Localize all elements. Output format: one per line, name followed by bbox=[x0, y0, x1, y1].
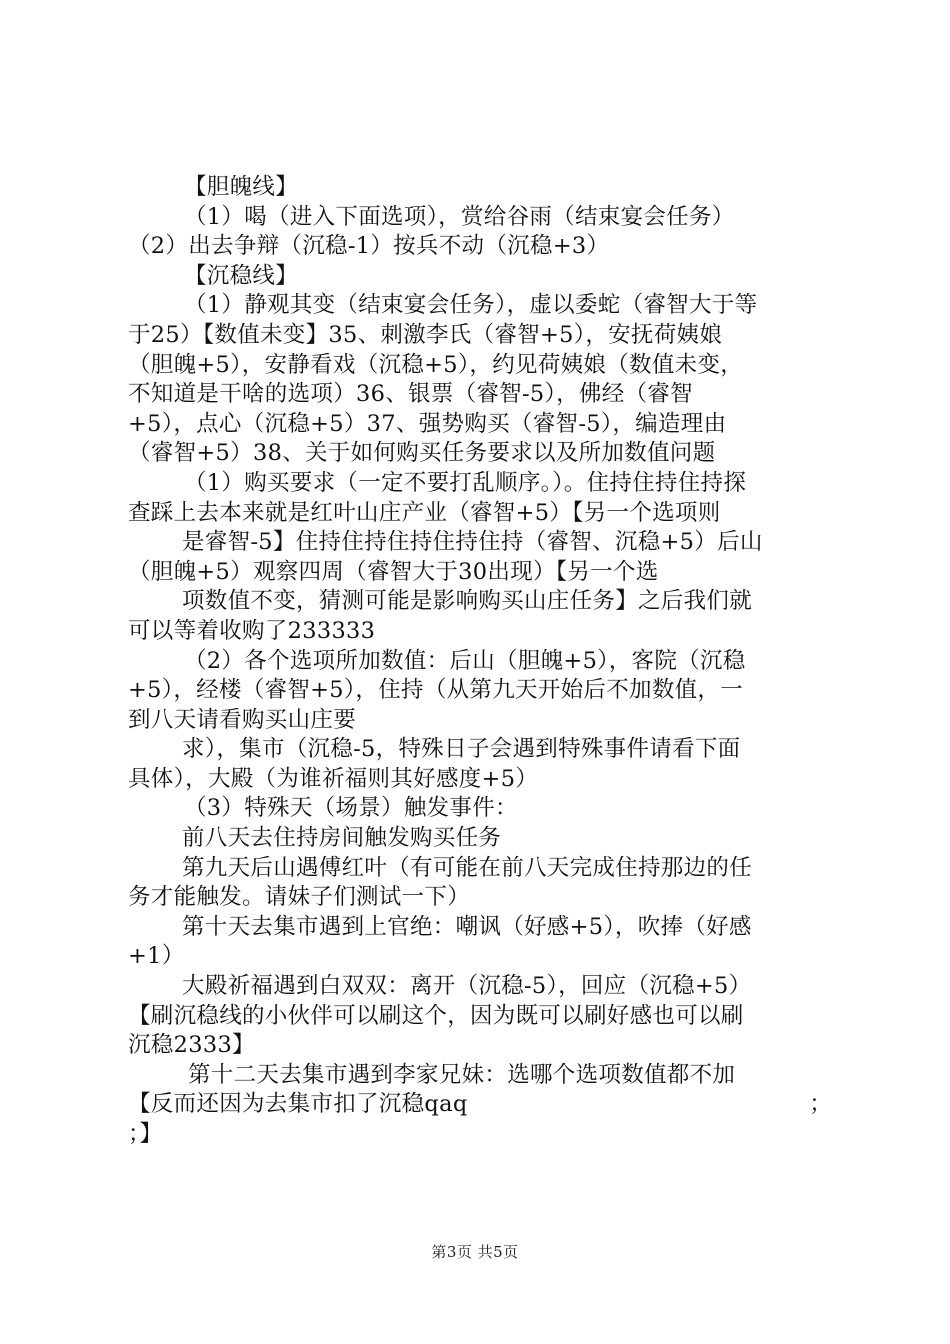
text-line: （1）购买要求（一定不要打乱顺序。）。住持住持住持探 bbox=[184, 469, 747, 496]
text-line: +5），经楼（睿智+5），住持（从第九天开始后不加数值，一 bbox=[128, 677, 744, 704]
text-line: +5），点心（沉稳+5）37、强势购买（睿智-5），编造理由 bbox=[128, 410, 727, 437]
text-line: 是睿智-5】住持住持住持住持住持（睿智、沉稳+5）后山 bbox=[182, 529, 763, 556]
text-line: （胆魄+5），安静看戏（沉稳+5），约见荷姨娘（数值未变， bbox=[128, 351, 744, 378]
text-line: ；】 bbox=[128, 1121, 163, 1147]
text-line: 务才能触发。请妹子们测试一下） bbox=[128, 884, 471, 911]
text-line: 大殿祈福遇到白双双：离开（沉稳-5），回应（沉稳+5） bbox=[182, 973, 752, 1000]
text-line: 前八天去住持房间触发购买任务 bbox=[182, 825, 502, 852]
text-line: 【刷沉稳线的小伙伴可以刷这个，因为既可以刷好感也可以刷 bbox=[128, 1002, 744, 1029]
text-line: 可以等着收购了233333 bbox=[128, 617, 376, 644]
text-line: 不知道是干啥的选项）36、银票（睿智-5），佛经（睿智 bbox=[128, 381, 693, 408]
text-line: 具体），大殿（为谁祈福则其好感度+5） bbox=[128, 765, 539, 792]
text-line: 第九天后山遇傅红叶（有可能在前八天完成住持那边的任 bbox=[182, 854, 753, 881]
text-line: （2）各个选项所加数值：后山（胆魄+5），客院（沉稳 bbox=[184, 647, 746, 674]
text-line-right: ； bbox=[809, 1091, 832, 1118]
text-line: +1） bbox=[128, 943, 185, 970]
text-line: 【胆魄线】 bbox=[184, 174, 299, 200]
text-line: 到八天请看购买山庄要 bbox=[128, 706, 357, 733]
page-footer: 第3页 共5页 bbox=[431, 1243, 519, 1261]
document-body bbox=[128, 173, 832, 1150]
text-line bbox=[128, 1090, 832, 1120]
text-line: （2）出去争辩（沉稳-1）按兵不动（沉稳+3） bbox=[128, 233, 610, 260]
text-line: （胆魄+5）观察四周（睿智大于30出现）【另一个选 bbox=[128, 558, 659, 585]
text-line: 第十二天去集市遇到李家兄妹：选哪个选项数值都不加 bbox=[188, 1061, 736, 1088]
text-line: 第十天去集市遇到上官绝：嘲讽（好感+5），吹捧（好感 bbox=[182, 913, 752, 940]
text-line: （1）静观其变（结束宴会任务），虚以委蛇（睿智大于等 bbox=[184, 292, 758, 319]
text-line: 项数值不变，猜测可能是影响购买山庄任务】之后我们就 bbox=[182, 588, 753, 615]
text-line: （睿智+5）38、关于如何购买任务要求以及所加数值问题 bbox=[128, 440, 716, 467]
text-line: 沉稳2333】 bbox=[128, 1032, 255, 1059]
text-line: 【沉稳线】 bbox=[184, 262, 299, 289]
text-line: 求），集市（沉稳-5，特殊日子会遇到特殊事件请看下面 bbox=[182, 736, 741, 763]
text-line: 查踩上去本来就是红叶山庄产业（睿智+5）【另一个选项则 bbox=[128, 499, 721, 526]
text-line: （3）特殊天（场景）触发事件： bbox=[184, 795, 518, 822]
text-line-left: 【反而还因为去集市扣了沉稳qaq bbox=[128, 1091, 468, 1118]
text-line: 于25）【数值未变】35、刺激李氏（睿智+5），安抚荷姨娘 bbox=[128, 321, 723, 348]
text-line: （1）喝（进入下面选项），赏给谷雨（结束宴会任务） bbox=[184, 203, 735, 230]
